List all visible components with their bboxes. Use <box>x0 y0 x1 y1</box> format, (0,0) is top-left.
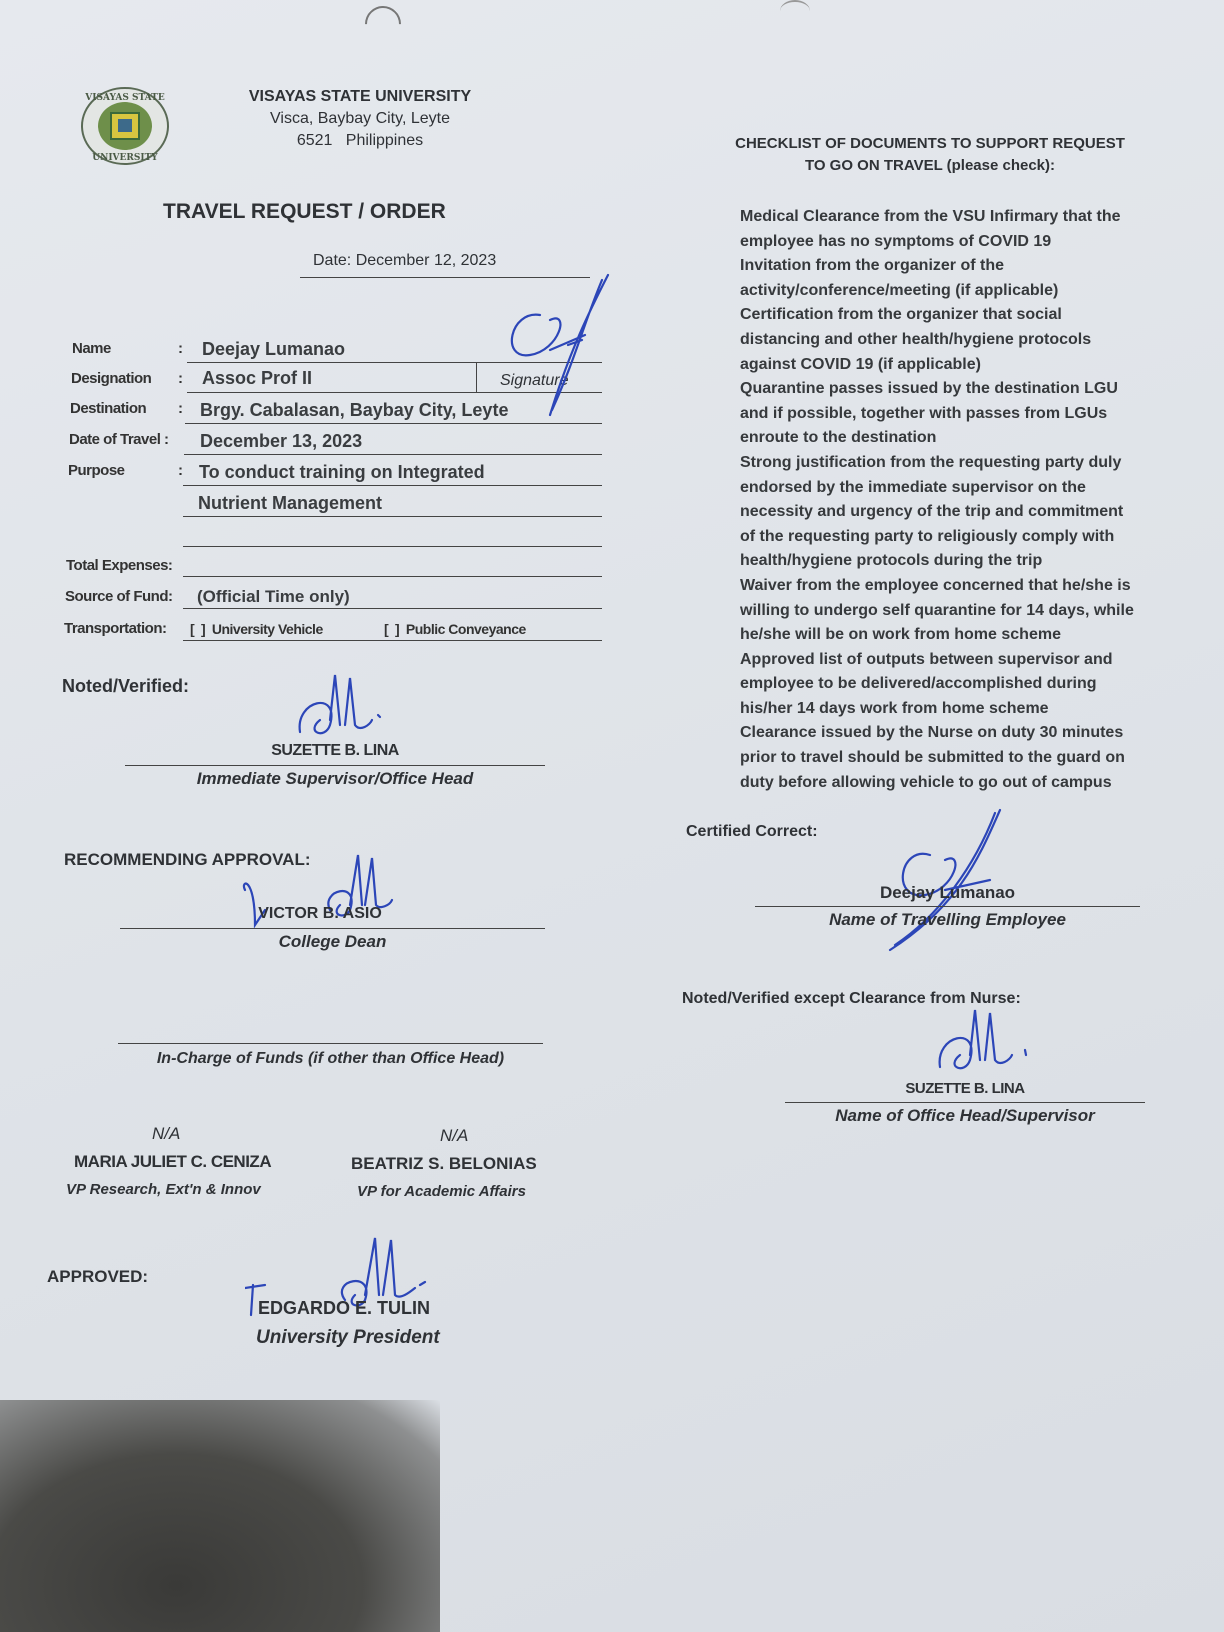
checklist-line: Medical Clearance from the VSU Infirmary that the <box>740 208 1121 225</box>
signature-label: Signature <box>500 372 569 389</box>
checklist-line: employee to be delivered/accomplished during <box>740 675 1097 693</box>
name-label: Name <box>72 340 111 357</box>
vp2-name: BEATRIZ S. BELONIAS <box>351 1154 537 1173</box>
checklist-line: Waiver from the employee concerned that he/she is <box>740 576 1131 594</box>
photo-shadow <box>0 1400 440 1632</box>
checklist-line: enroute to the destination <box>740 429 937 447</box>
checklist-line: necessity and urgency of the trip and commitment <box>740 503 1124 521</box>
checklist-line: distancing and other health/hygiene protocols <box>740 330 1092 348</box>
colon: : <box>178 400 183 417</box>
checklist-line: activity/conference/meeting (if applicable) <box>740 281 1059 299</box>
checklist-title-line-1: CHECKLIST OF DOCUMENTS TO SUPPORT REQUEST <box>735 135 1125 152</box>
noted-title: Immediate Supervisor/Office Head <box>196 769 474 788</box>
checklist-line: Approved list of outputs between supervisor and <box>740 650 1113 668</box>
checklist-line: duty before allowing vehicle to go out of campus <box>740 773 1112 791</box>
checklist-line: against COVID 19 (if applicable) <box>740 355 981 373</box>
colon: : <box>178 340 183 357</box>
date-of-travel-label: Date of Travel : <box>69 431 169 448</box>
checklist-line: health/hygiene protocols during the trip <box>740 552 1043 570</box>
recommending-approval-label: RECOMMENDING APPROVAL: <box>64 850 311 869</box>
vp1-title: VP Research, Ext'n & Innov <box>66 1181 261 1198</box>
checklist-line: willing to undergo self quarantine for 14 days, while <box>740 601 1134 619</box>
checklist-line: Strong justification from the requesting party duly <box>740 453 1122 471</box>
checklist-line: Certification from the organizer that social <box>740 306 1062 324</box>
funds-title: In-Charge of Funds (if other than Office Head) <box>156 1050 505 1067</box>
noted-except-label: Noted/Verified except Clearance from Nurse: <box>682 990 1021 1007</box>
recommending-name: VICTOR B. ASIO <box>258 905 382 922</box>
checklist-line: Quarantine passes issued by the destination LGU <box>740 380 1118 398</box>
checklist-items <box>740 205 1200 795</box>
purpose-label: Purpose <box>68 462 125 479</box>
source-of-fund-label: Source of Fund: <box>65 588 173 605</box>
checklist-line: and if possible, together with passes from LGUs <box>740 404 1108 422</box>
checklist-line: endorsed by the immediate supervisor on the <box>740 478 1086 496</box>
checklist-line: he/she will be on work from home scheme <box>740 626 1061 644</box>
vp2-na: N/A <box>440 1126 469 1145</box>
checklist-line: employee has no symptoms of COVID 19 <box>740 232 1052 250</box>
checklist-line: his/her 14 days work from home scheme <box>740 699 1049 717</box>
source-of-fund-value: (Official Time only) <box>197 587 350 606</box>
signature-office-head <box>930 1005 1040 1075</box>
date-of-travel-value: December 13, 2023 <box>200 431 363 451</box>
svg-text:UNIVERSITY: UNIVERSITY <box>92 153 158 163</box>
checklist-line: Invitation from the organizer of the <box>740 257 1005 275</box>
transportation-label: Transportation: <box>64 620 167 637</box>
university-address: Visca, Baybay City, Leyte <box>270 110 450 127</box>
purpose-line-2: Nutrient Management <box>198 493 383 513</box>
checklist-title-line-2: TO GO ON TRAVEL (please check): <box>804 157 1056 174</box>
university-name: VISAYAS STATE UNIVERSITY <box>248 88 472 105</box>
recommending-title: College Dean <box>278 932 387 951</box>
svg-text:VISAYAS STATE: VISAYAS STATE <box>85 93 165 103</box>
checklist-line: Clearance issued by the Nurse on duty 30 minutes <box>740 724 1124 742</box>
president-title: University President <box>256 1327 440 1348</box>
signature-applicant <box>490 270 620 420</box>
name-value: Deejay Lumanao <box>202 339 346 359</box>
destination-label: Destination <box>70 400 147 417</box>
destination-value: Brgy. Cabalasan, Baybay City, Leyte <box>200 400 509 420</box>
signature-employee <box>880 805 1020 955</box>
vp2-title: VP for Academic Affairs <box>357 1183 526 1200</box>
university-seal <box>80 86 170 171</box>
purpose-line-1: To conduct training on Integrated <box>199 462 485 482</box>
checklist-line: prior to travel should be submitted to the guard on <box>740 749 1125 767</box>
noted-name: SUZETTE B. LINA <box>271 742 399 759</box>
punch-hole <box>358 0 409 49</box>
employee-name: Deejay Lumanao <box>879 883 1016 902</box>
total-expenses-label: Total Expenses: <box>66 557 173 574</box>
noted-verified-label: Noted/Verified: <box>62 676 190 696</box>
office-head-title: Name of Office Head/Supervisor <box>835 1106 1095 1125</box>
vp1-name: MARIA JULIET C. CENIZA <box>74 1152 272 1171</box>
designation-value: Assoc Prof II <box>202 368 313 388</box>
employee-title: Name of Travelling Employee <box>829 910 1066 929</box>
form-title: TRAVEL REQUEST / ORDER <box>163 200 446 223</box>
punch-hole <box>780 0 810 22</box>
certified-correct-label: Certified Correct: <box>686 823 818 840</box>
colon: : <box>178 370 183 387</box>
request-date: Date: December 12, 2023 <box>313 252 497 269</box>
checklist-line: of the requesting party to religiously comply with <box>740 527 1115 545</box>
transport-public-conveyance-checkbox[interactable]: [ ] Public Conveyance <box>384 621 526 637</box>
designation-label: Designation <box>71 370 152 387</box>
president-name: EDGARDO E. TULIN <box>258 1298 431 1318</box>
vp1-na: N/A <box>152 1124 181 1143</box>
transport-university-vehicle-checkbox[interactable]: [ ] University Vehicle <box>190 621 323 637</box>
colon: : <box>178 462 183 479</box>
approved-label: APPROVED: <box>47 1267 149 1286</box>
office-head-name: SUZETTE B. LINA <box>905 1080 1025 1097</box>
signature-supervisor <box>290 670 400 740</box>
university-postal: 6521 Philippines <box>296 132 424 149</box>
